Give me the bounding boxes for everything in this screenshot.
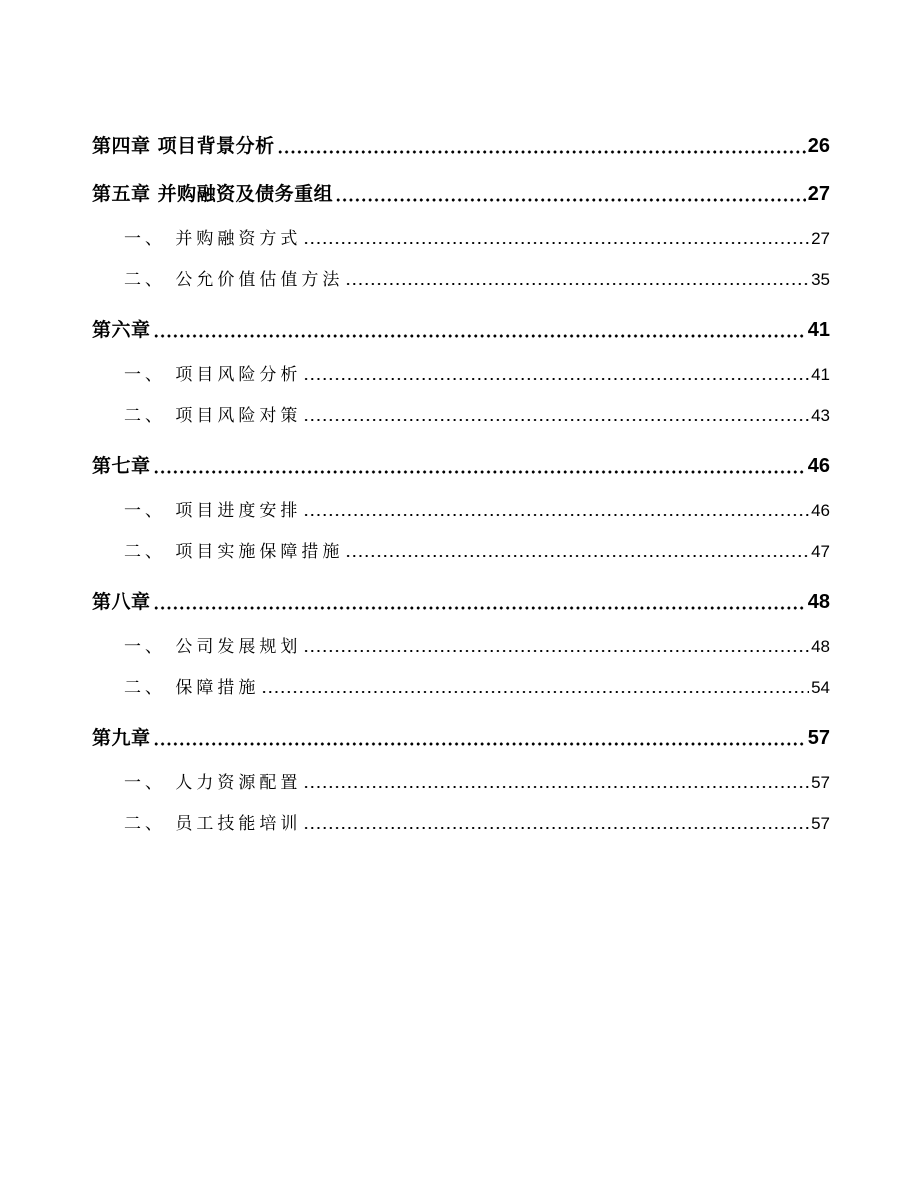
toc-entry-page: 57: [807, 727, 830, 749]
toc-entry-title: 第五章 并购融资及债务重组: [92, 183, 334, 206]
toc-entry-chapter-4[interactable]: [92, 115, 830, 163]
toc-entry-title: 一、 人力资源配置: [124, 772, 302, 793]
toc-entry-title: 二、 项目实施保障措施: [124, 541, 344, 562]
toc-dot-leader: [345, 554, 809, 558]
toc-entry-title: 第八章: [92, 591, 151, 614]
toc-entry-page: 57: [811, 813, 830, 833]
toc-dot-leader: [303, 785, 809, 789]
toc-entry-section[interactable]: [92, 347, 830, 390]
toc-entry-chapter-9[interactable]: [92, 703, 830, 755]
toc-entry-title: 一、 项目风险分析: [124, 364, 302, 385]
toc-dot-leader: [335, 198, 806, 202]
toc-entry-title: 二、 公允价值估值方法: [124, 269, 344, 290]
toc-dot-leader: [303, 826, 809, 830]
toc-entry-title: 二、 项目风险对策: [124, 405, 302, 426]
toc-entry-page: 41: [811, 364, 830, 384]
toc-dot-leader: [303, 649, 809, 653]
toc-entry-page: 48: [811, 636, 830, 656]
toc-entry-section[interactable]: [92, 390, 830, 431]
toc-entry-title: 第六章: [92, 319, 151, 342]
toc-entry-section[interactable]: [92, 483, 830, 526]
toc-entry-page: 27: [811, 228, 830, 248]
toc-entry-section[interactable]: [92, 254, 830, 295]
toc-entry-page: 27: [807, 183, 830, 205]
toc-entry-title: 一、 并购融资方式: [124, 228, 302, 249]
toc-dot-leader: [303, 377, 809, 381]
toc-entry-chapter-7[interactable]: [92, 431, 830, 483]
toc-entry-page: 46: [811, 500, 830, 520]
toc-entry-title: 第四章 项目背景分析: [92, 135, 275, 158]
toc-entry-title: 一、 项目进度安排: [124, 500, 302, 521]
toc-entry-section[interactable]: [92, 755, 830, 798]
toc-dot-leader: [303, 241, 809, 245]
toc-entry-title: 第七章: [92, 455, 151, 478]
toc-entry-chapter-5[interactable]: [92, 163, 830, 211]
toc-entry-page: 57: [811, 772, 830, 792]
toc-entry-page: 54: [811, 677, 830, 697]
toc-entry-section[interactable]: [92, 211, 830, 254]
toc-entry-title: 二、 员工技能培训: [124, 813, 302, 834]
toc-dot-leader: [153, 742, 806, 746]
toc-entry-page: 26: [807, 135, 830, 157]
toc-dot-leader: [153, 470, 806, 474]
toc-entry-title: 一、 公司发展规划: [124, 636, 302, 657]
toc-entry-page: 46: [807, 455, 830, 477]
toc-entry-page: 41: [807, 319, 830, 341]
toc-entry-chapter-6[interactable]: [92, 295, 830, 347]
toc-dot-leader: [277, 150, 806, 154]
toc-entry-section[interactable]: [92, 798, 830, 839]
toc-entry-title: 第九章: [92, 727, 151, 750]
toc-dot-leader: [303, 513, 809, 517]
toc-entry-section[interactable]: [92, 526, 830, 567]
toc-entry-section[interactable]: [92, 662, 830, 703]
toc-entry-title: 二、 保障措施: [124, 677, 260, 698]
toc-entry-page: 35: [811, 269, 830, 289]
toc-entry-page: 43: [811, 405, 830, 425]
toc-entry-page: 47: [811, 541, 830, 561]
toc-entry-page: 48: [807, 591, 830, 613]
table-of-contents: [92, 115, 830, 839]
toc-dot-leader: [153, 606, 806, 610]
toc-dot-leader: [153, 334, 806, 338]
toc-dot-leader: [303, 418, 809, 422]
toc-dot-leader: [345, 282, 809, 286]
toc-dot-leader: [261, 690, 809, 694]
toc-entry-section[interactable]: [92, 619, 830, 662]
toc-entry-chapter-8[interactable]: [92, 567, 830, 619]
